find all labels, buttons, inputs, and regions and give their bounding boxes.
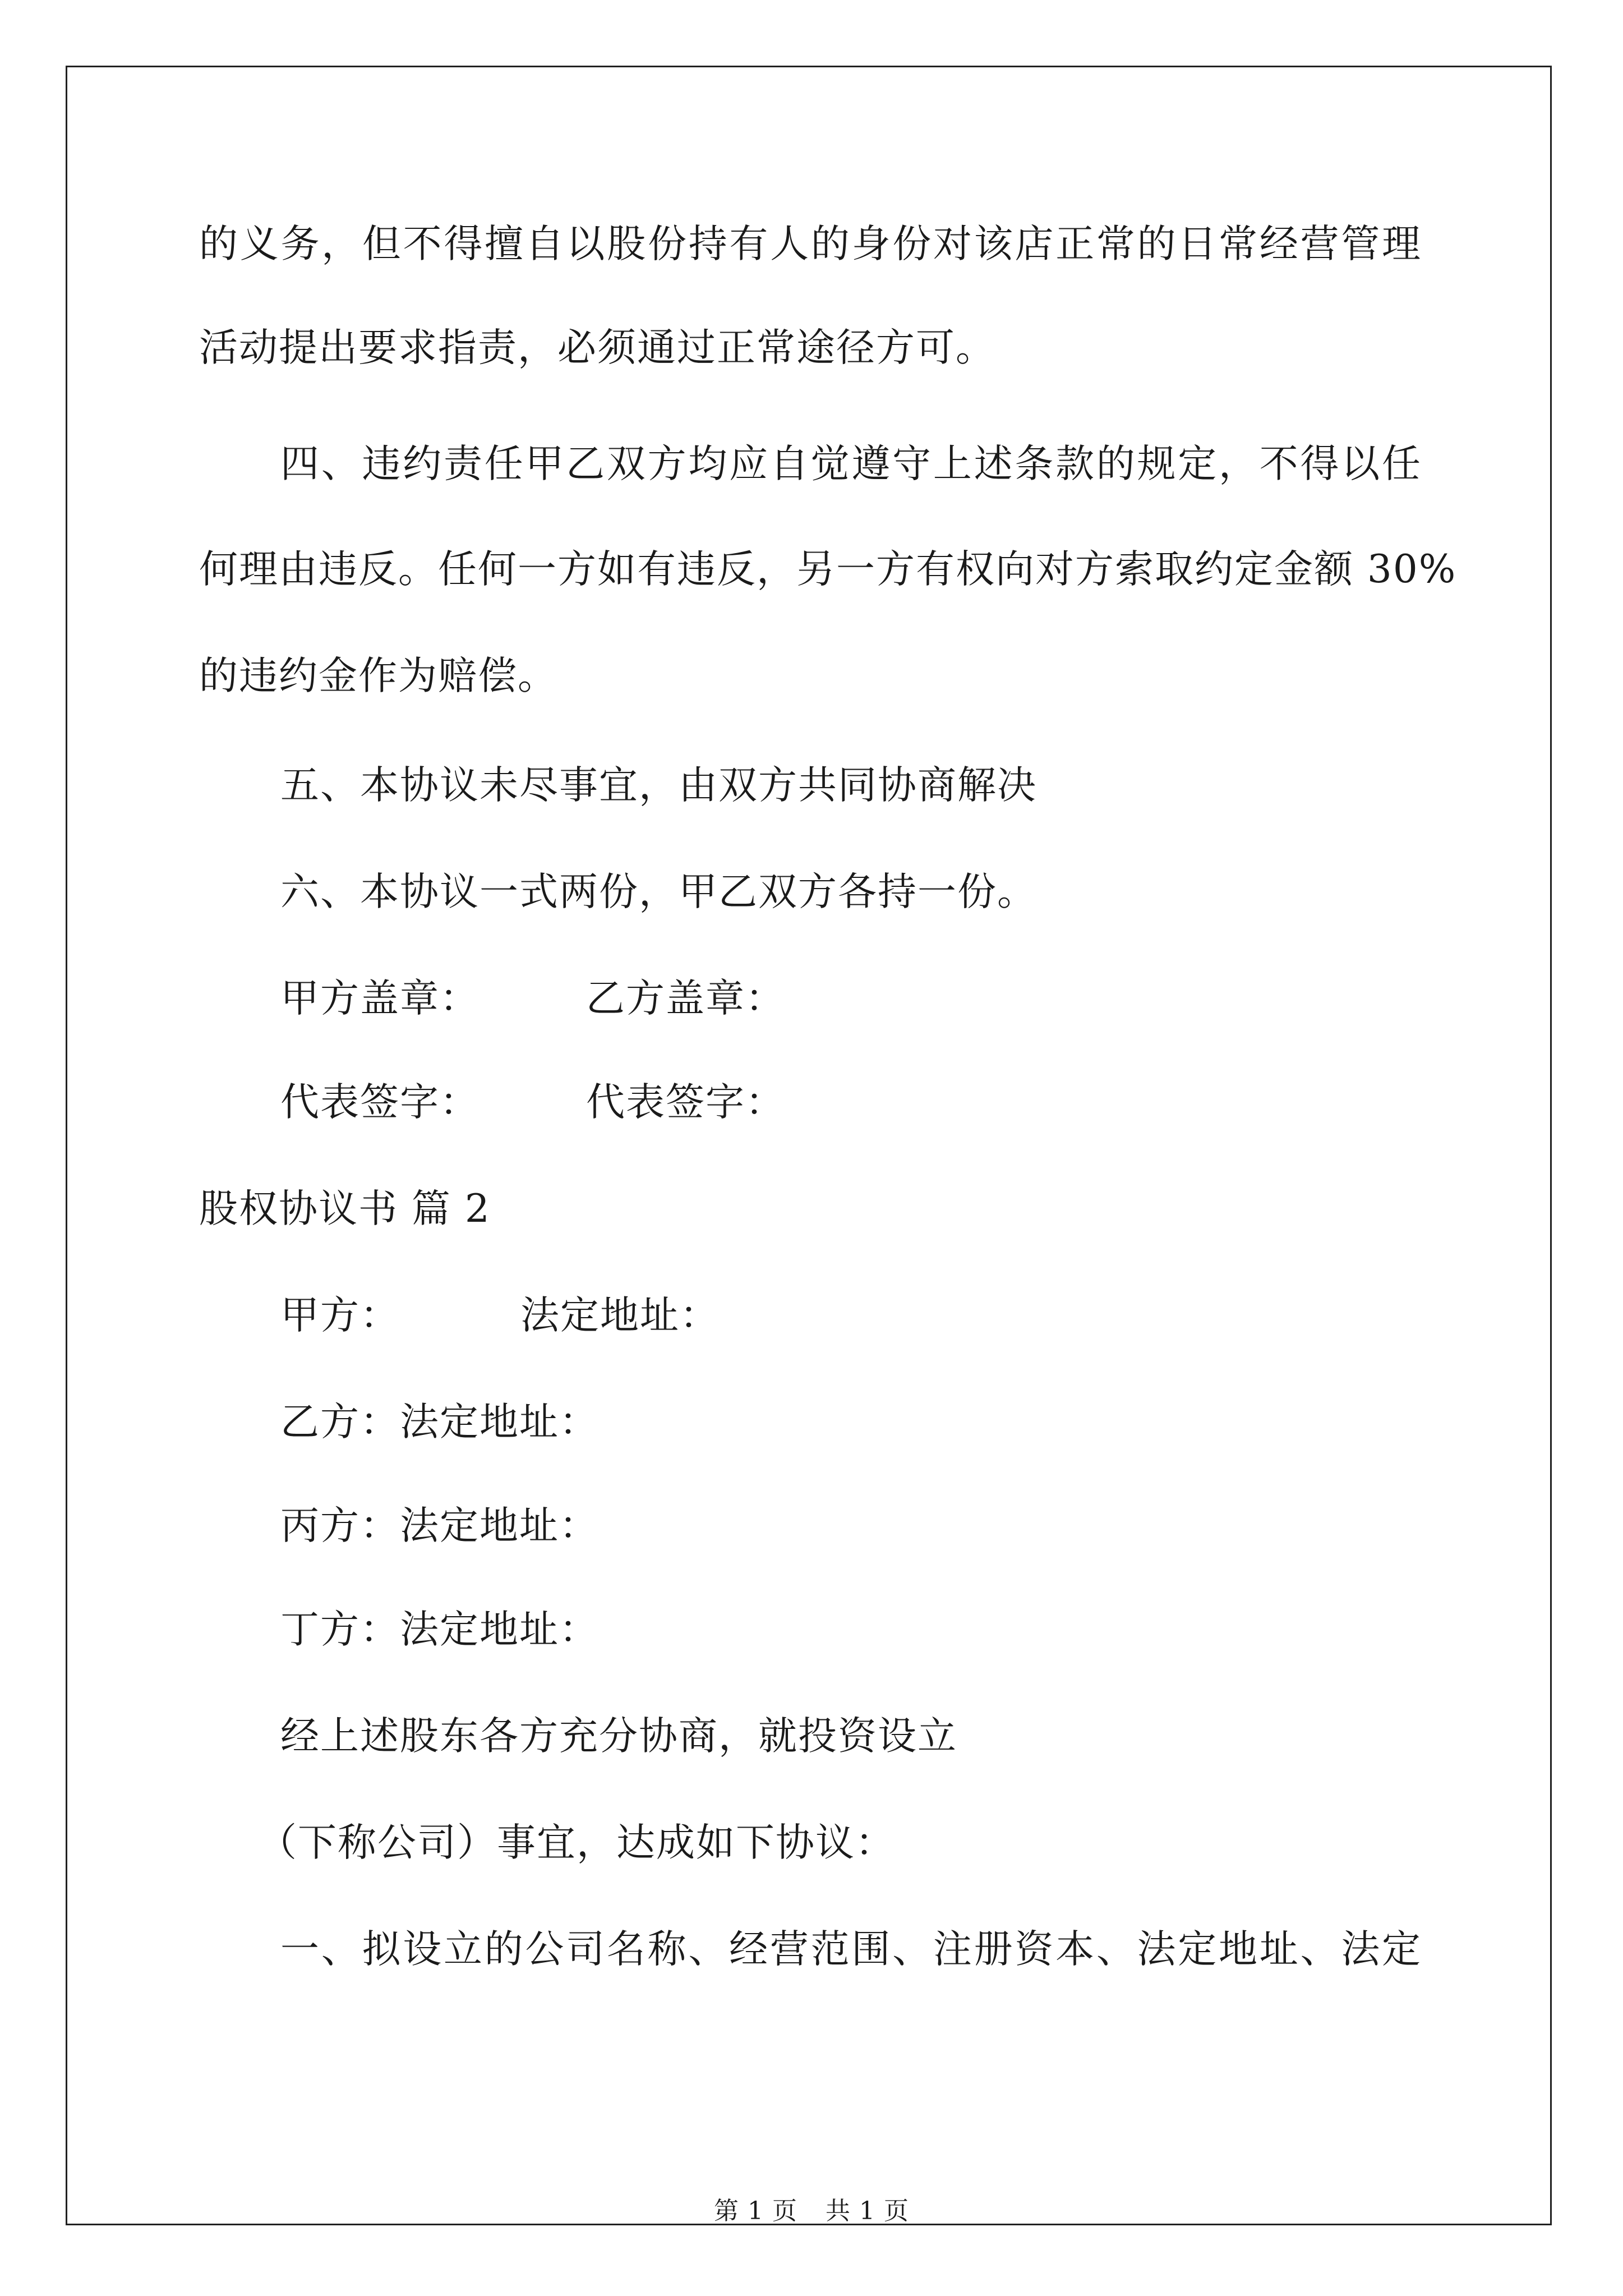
paragraph-line: 的违约金作为赔偿。 (199, 654, 557, 698)
party-b-seal-label: 乙方盖章： (586, 976, 785, 1021)
paragraph-line: 的义务，但不得擅自以股份持有人的身份对该店正常的日常经营管理 (199, 222, 1422, 266)
signature-line (280, 1077, 785, 1128)
legal-address-label: 法定地址： (520, 1293, 720, 1338)
paragraph-line: （下称公司）事宜，达成如下协议： (258, 1820, 895, 1865)
paragraph-line: 一、拟设立的公司名称、经营范围、注册资本、法定地址、法定 (280, 1927, 1422, 1972)
paragraph-line: 何理由违反。任何一方如有违反，另一方有权向对方索取约定金额 30% (199, 547, 1457, 592)
party-line (280, 1290, 720, 1341)
party-b-signature-label: 代表签字： (586, 1080, 785, 1125)
paragraph-line: 四、违约责任甲乙双方均应自觉遵守上述条款的规定，不得以任 (280, 441, 1422, 486)
signature-line (280, 973, 785, 1024)
page-border (66, 66, 1552, 2225)
page-total: 共 1 页 (826, 2197, 909, 2225)
paragraph-line: 活动提出要求指责，必须通过正常途径方可。 (199, 325, 995, 370)
party-line: 乙方：法定地址： (280, 1400, 599, 1444)
party-line: 丁方：法定地址： (280, 1607, 599, 1652)
section-heading: 股权协议书 篇 2 (199, 1186, 491, 1231)
party-a-label: 甲方： (280, 1293, 400, 1338)
paragraph-line: 六、本协议一式两份，甲乙双方各持一份。 (280, 869, 1037, 914)
page-footer (0, 2191, 1623, 2226)
page-number: 第 1 页 (714, 2197, 797, 2225)
party-a-seal-label: 甲方盖章： (280, 976, 479, 1021)
party-line: 丙方：法定地址： (280, 1503, 599, 1548)
paragraph-line: 经上述股东各方充分协商，就投资设立 (280, 1714, 957, 1759)
party-a-signature-label: 代表签字： (280, 1080, 479, 1125)
paragraph-line: 五、本协议未尽事宜，由双方共同协商解决 (280, 763, 1037, 808)
